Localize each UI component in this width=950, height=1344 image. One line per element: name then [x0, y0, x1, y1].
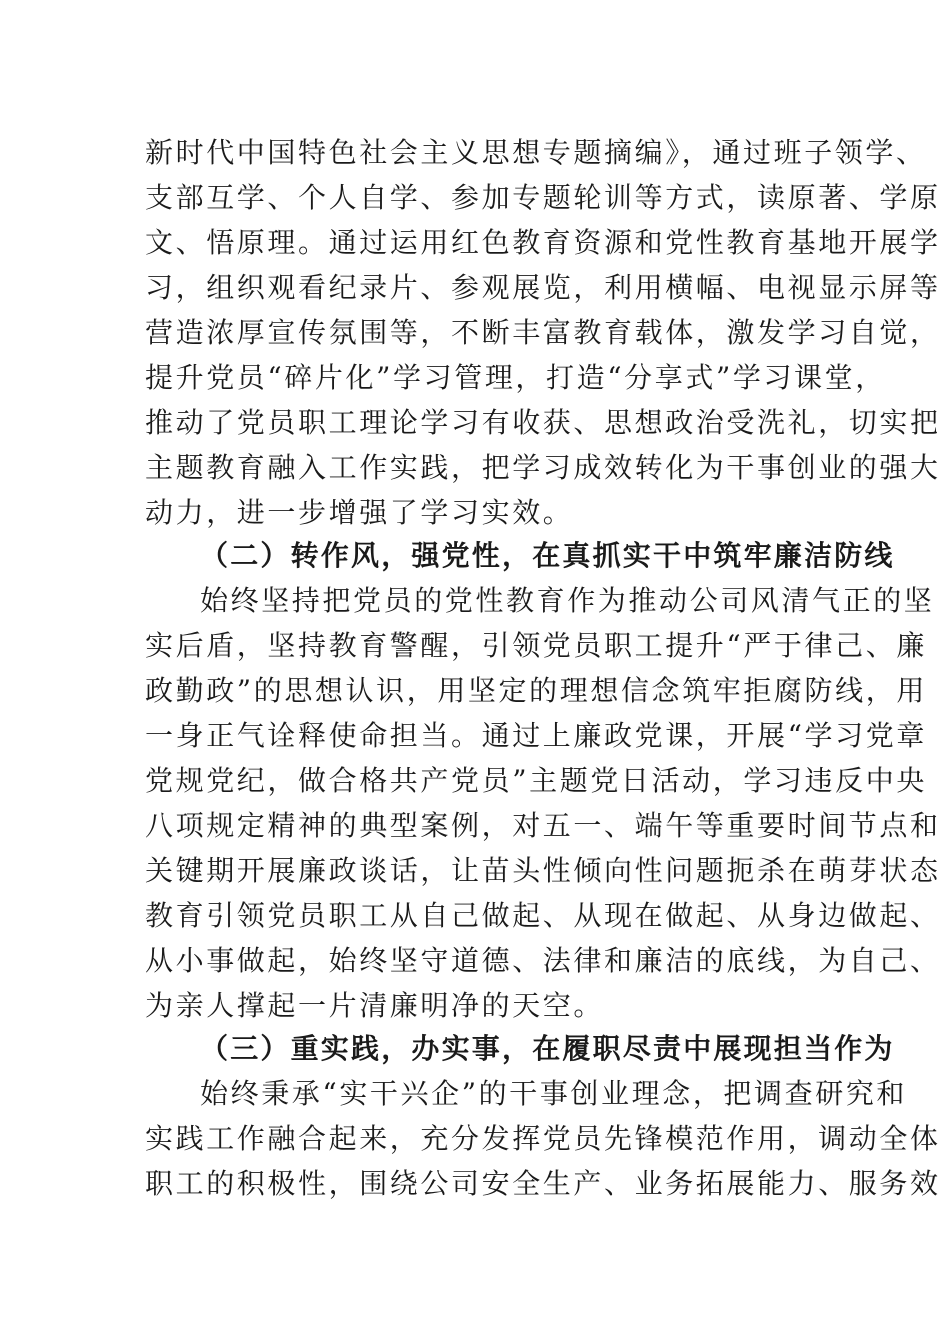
- body-text-line: 一身正气诠释使命担当。通过上廉政党课，开展“学习党章: [145, 719, 927, 752]
- body-text-line: 教育引领党员职工从自己做起、从现在做起、从身边做起、: [145, 899, 941, 932]
- body-text-line: 党规党纪，做合格共产党员”主题党日活动，学习违反中央: [145, 764, 927, 797]
- body-text-line: 营造浓厚宣传氛围等，不断丰富教育载体，激发学习自觉，: [145, 316, 941, 349]
- body-text-line: 习，组织观看纪录片、参观展览，利用横幅、电视显示屏等: [145, 271, 941, 304]
- body-text-line: 从小事做起，始终坚守道德、法律和廉洁的底线，为自己、: [145, 944, 941, 977]
- body-text-line: 新时代中国特色社会主义思想专题摘编》，通过班子领学、: [145, 136, 927, 169]
- body-text-line: 职工的积极性，围绕公司安全生产、业务拓展能力、服务效: [145, 1167, 941, 1200]
- body-text-line: 为亲人撑起一片清廉明净的天空。: [145, 989, 605, 1022]
- body-text-line: 始终秉承“实干兴企”的干事创业理念，把调查研究和: [200, 1077, 908, 1110]
- body-text-line: 政勤政”的思想认识，用坚定的理想信念筑牢拒腐防线，用: [145, 674, 927, 707]
- body-text-line: 支部互学、个人自学、参加专题轮训等方式，读原著、学原: [145, 181, 941, 214]
- body-text-line: 始终坚持把党员的党性教育作为推动公司风清气正的坚: [200, 584, 935, 617]
- section-heading: （三）重实践，办实事，在履职尽责中展现担当作为: [200, 1032, 895, 1065]
- body-text-line: 实后盾，坚持教育警醒，引领党员职工提升“严于律己、廉: [145, 629, 927, 662]
- body-text-line: 八项规定精神的典型案例，对五一、端午等重要时间节点和: [145, 809, 941, 842]
- body-text-line: 动力，进一步增强了学习实效。: [145, 496, 574, 529]
- body-text-line: 实践工作融合起来，充分发挥党员先锋模范作用，调动全体: [145, 1122, 941, 1155]
- body-text-line: 推动了党员职工理论学习有收获、思想政治受洗礼，切实把: [145, 406, 941, 439]
- body-text-line: 文、悟原理。通过运用红色教育资源和党性教育基地开展学: [145, 226, 941, 259]
- body-text-line: 关键期开展廉政谈话，让苗头性倾向性问题扼杀在萌芽状态: [145, 854, 941, 887]
- body-text-line: 主题教育融入工作实践，把学习成效转化为干事创业的强大: [145, 451, 941, 484]
- body-text-line: 提升党员“碎片化”学习管理，打造“分享式”学习课堂，: [145, 361, 886, 394]
- section-heading: （二）转作风，强党性，在真抓实干中筑牢廉洁防线: [200, 539, 895, 572]
